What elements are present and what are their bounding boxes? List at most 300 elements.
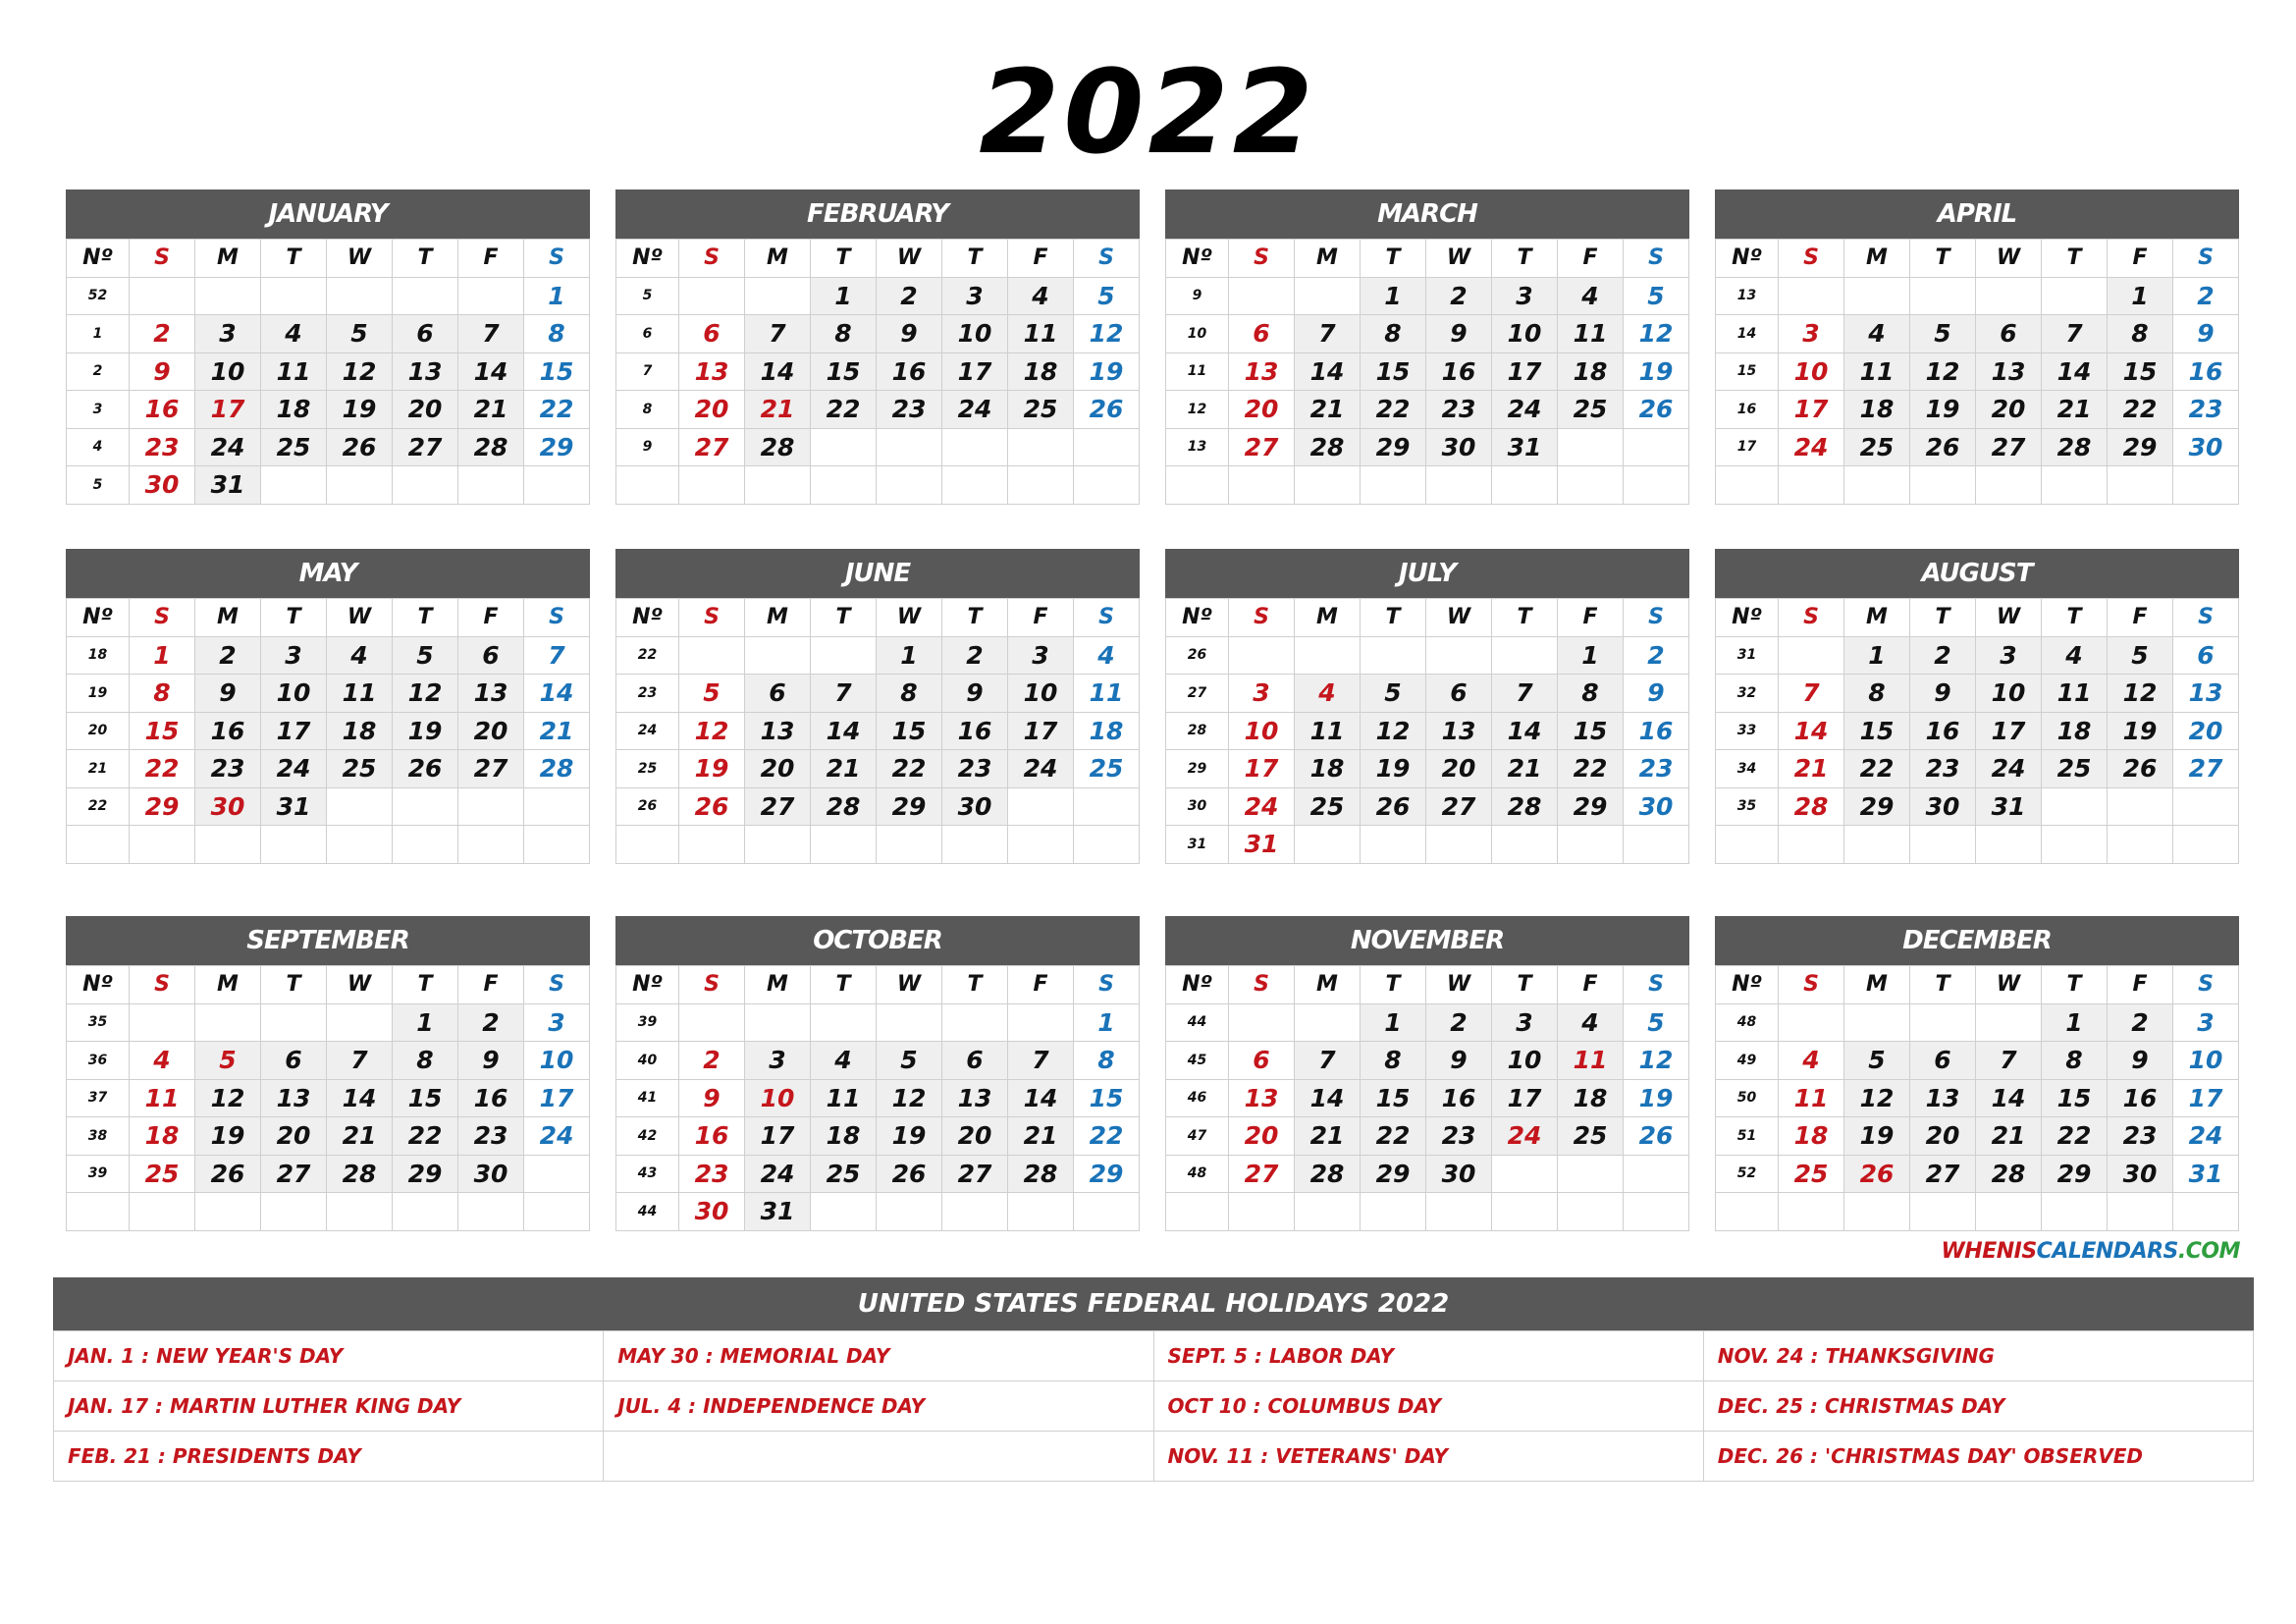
day-cell[interactable]: 28 (1976, 1155, 2042, 1193)
day-cell[interactable]: 16 (877, 352, 942, 391)
day-cell[interactable]: 14 (745, 352, 811, 391)
day-cell[interactable]: 26 (679, 787, 745, 826)
day-cell[interactable]: 5 (2108, 636, 2173, 675)
day-cell[interactable]: 23 (2173, 391, 2239, 429)
day-cell[interactable]: 9 (1910, 675, 1976, 713)
day-cell[interactable]: 20 (1426, 750, 1492, 788)
day-cell[interactable]: 15 (130, 712, 195, 750)
day-cell[interactable]: 21 (1295, 391, 1361, 429)
day-cell[interactable]: 7 (1008, 1042, 1074, 1080)
day-cell[interactable]: 28 (745, 428, 811, 466)
day-cell[interactable]: 7 (524, 636, 590, 675)
day-cell[interactable]: 27 (458, 750, 524, 788)
day-cell[interactable]: 17 (524, 1079, 590, 1117)
day-cell[interactable]: 2 (1426, 277, 1492, 315)
day-cell[interactable]: 4 (261, 315, 327, 353)
day-cell[interactable]: 29 (1074, 1155, 1140, 1193)
day-cell[interactable]: 23 (942, 750, 1008, 788)
day-cell[interactable]: 15 (1361, 352, 1426, 391)
day-cell[interactable]: 27 (1976, 428, 2042, 466)
day-cell[interactable]: 23 (195, 750, 261, 788)
day-cell[interactable]: 13 (942, 1079, 1008, 1117)
day-cell[interactable]: 14 (458, 352, 524, 391)
day-cell[interactable]: 18 (2042, 712, 2108, 750)
day-cell[interactable]: 29 (1361, 428, 1426, 466)
day-cell[interactable]: 22 (2108, 391, 2173, 429)
day-cell[interactable]: 14 (327, 1079, 393, 1117)
day-cell[interactable]: 10 (1492, 315, 1558, 353)
day-cell[interactable]: 14 (1492, 712, 1558, 750)
day-cell[interactable]: 21 (1976, 1117, 2042, 1156)
day-cell[interactable]: 31 (261, 787, 327, 826)
day-cell[interactable]: 14 (1976, 1079, 2042, 1117)
day-cell[interactable]: 20 (1910, 1117, 1976, 1156)
day-cell[interactable]: 26 (1624, 391, 1689, 429)
day-cell[interactable]: 19 (393, 712, 458, 750)
day-cell[interactable]: 3 (942, 277, 1008, 315)
day-cell[interactable]: 26 (877, 1155, 942, 1193)
day-cell[interactable]: 20 (1229, 391, 1295, 429)
day-cell[interactable]: 11 (261, 352, 327, 391)
day-cell[interactable]: 1 (130, 636, 195, 675)
day-cell[interactable]: 28 (458, 428, 524, 466)
day-cell[interactable]: 24 (2173, 1117, 2239, 1156)
day-cell[interactable]: 30 (1910, 787, 1976, 826)
day-cell[interactable]: 22 (2042, 1117, 2108, 1156)
day-cell[interactable]: 25 (1008, 391, 1074, 429)
day-cell[interactable]: 20 (261, 1117, 327, 1156)
day-cell[interactable]: 21 (1295, 1117, 1361, 1156)
day-cell[interactable]: 11 (1844, 352, 1910, 391)
day-cell[interactable]: 29 (524, 428, 590, 466)
day-cell[interactable]: 29 (877, 787, 942, 826)
day-cell[interactable]: 25 (1558, 1117, 1624, 1156)
day-cell[interactable]: 26 (1361, 787, 1426, 826)
day-cell[interactable]: 5 (1844, 1042, 1910, 1080)
day-cell[interactable]: 11 (1074, 675, 1140, 713)
day-cell[interactable]: 25 (1844, 428, 1910, 466)
day-cell[interactable]: 16 (679, 1117, 745, 1156)
day-cell[interactable]: 29 (1361, 1155, 1426, 1193)
day-cell[interactable]: 12 (1361, 712, 1426, 750)
day-cell[interactable]: 7 (1976, 1042, 2042, 1080)
day-cell[interactable]: 17 (1229, 750, 1295, 788)
day-cell[interactable]: 22 (1844, 750, 1910, 788)
day-cell[interactable]: 30 (2173, 428, 2239, 466)
day-cell[interactable]: 30 (2108, 1155, 2173, 1193)
day-cell[interactable]: 26 (393, 750, 458, 788)
day-cell[interactable]: 14 (1779, 712, 1844, 750)
day-cell[interactable]: 25 (1295, 787, 1361, 826)
day-cell[interactable]: 11 (811, 1079, 877, 1117)
day-cell[interactable]: 28 (1295, 428, 1361, 466)
day-cell[interactable]: 5 (1074, 277, 1140, 315)
day-cell[interactable]: 25 (1558, 391, 1624, 429)
day-cell[interactable]: 24 (1492, 1117, 1558, 1156)
day-cell[interactable]: 5 (1910, 315, 1976, 353)
day-cell[interactable]: 7 (811, 675, 877, 713)
day-cell[interactable]: 28 (327, 1155, 393, 1193)
day-cell[interactable]: 4 (1074, 636, 1140, 675)
day-cell[interactable]: 12 (393, 675, 458, 713)
day-cell[interactable]: 27 (393, 428, 458, 466)
day-cell[interactable]: 4 (327, 636, 393, 675)
day-cell[interactable]: 10 (261, 675, 327, 713)
day-cell[interactable]: 11 (2042, 675, 2108, 713)
day-cell[interactable]: 1 (2108, 277, 2173, 315)
day-cell[interactable]: 19 (1361, 750, 1426, 788)
day-cell[interactable]: 25 (2042, 750, 2108, 788)
day-cell[interactable]: 6 (458, 636, 524, 675)
day-cell[interactable]: 1 (524, 277, 590, 315)
day-cell[interactable]: 4 (1779, 1042, 1844, 1080)
day-cell[interactable]: 24 (1008, 750, 1074, 788)
day-cell[interactable]: 14 (1295, 1079, 1361, 1117)
day-cell[interactable]: 24 (1779, 428, 1844, 466)
day-cell[interactable]: 20 (458, 712, 524, 750)
day-cell[interactable]: 27 (745, 787, 811, 826)
day-cell[interactable]: 16 (1426, 352, 1492, 391)
day-cell[interactable]: 24 (261, 750, 327, 788)
day-cell[interactable]: 20 (942, 1117, 1008, 1156)
day-cell[interactable]: 11 (327, 675, 393, 713)
day-cell[interactable]: 8 (1361, 1042, 1426, 1080)
day-cell[interactable]: 9 (130, 352, 195, 391)
day-cell[interactable]: 9 (1426, 315, 1492, 353)
day-cell[interactable]: 15 (1558, 712, 1624, 750)
day-cell[interactable]: 20 (679, 391, 745, 429)
day-cell[interactable]: 23 (1426, 1117, 1492, 1156)
day-cell[interactable]: 5 (393, 636, 458, 675)
day-cell[interactable]: 22 (1361, 391, 1426, 429)
day-cell[interactable]: 2 (877, 277, 942, 315)
day-cell[interactable]: 26 (327, 428, 393, 466)
day-cell[interactable]: 12 (1624, 315, 1689, 353)
day-cell[interactable]: 21 (458, 391, 524, 429)
day-cell[interactable]: 13 (1229, 1079, 1295, 1117)
day-cell[interactable]: 21 (745, 391, 811, 429)
day-cell[interactable]: 7 (327, 1042, 393, 1080)
day-cell[interactable]: 14 (1008, 1079, 1074, 1117)
day-cell[interactable]: 25 (1074, 750, 1140, 788)
day-cell[interactable]: 17 (1492, 352, 1558, 391)
day-cell[interactable]: 2 (195, 636, 261, 675)
day-cell[interactable]: 21 (1492, 750, 1558, 788)
day-cell[interactable]: 16 (130, 391, 195, 429)
day-cell[interactable]: 16 (1910, 712, 1976, 750)
day-cell[interactable]: 5 (1361, 675, 1426, 713)
day-cell[interactable]: 10 (1229, 712, 1295, 750)
day-cell[interactable]: 16 (458, 1079, 524, 1117)
day-cell[interactable]: 18 (261, 391, 327, 429)
day-cell[interactable]: 27 (1910, 1155, 1976, 1193)
day-cell[interactable]: 31 (2173, 1155, 2239, 1193)
day-cell[interactable]: 2 (1624, 636, 1689, 675)
day-cell[interactable]: 17 (1008, 712, 1074, 750)
brand-logo[interactable] (1942, 1239, 2240, 1264)
day-cell[interactable]: 31 (745, 1193, 811, 1231)
day-cell[interactable]: 27 (1426, 787, 1492, 826)
day-cell[interactable]: 10 (942, 315, 1008, 353)
day-cell[interactable]: 6 (1426, 675, 1492, 713)
day-cell[interactable]: 16 (1624, 712, 1689, 750)
day-cell[interactable]: 3 (195, 315, 261, 353)
day-cell[interactable]: 28 (1008, 1155, 1074, 1193)
day-cell[interactable]: 23 (1426, 391, 1492, 429)
day-cell[interactable]: 19 (877, 1117, 942, 1156)
day-cell[interactable]: 23 (877, 391, 942, 429)
day-cell[interactable]: 4 (1844, 315, 1910, 353)
day-cell[interactable]: 10 (745, 1079, 811, 1117)
day-cell[interactable]: 24 (524, 1117, 590, 1156)
day-cell[interactable]: 9 (877, 315, 942, 353)
day-cell[interactable]: 9 (1426, 1042, 1492, 1080)
day-cell[interactable]: 13 (1426, 712, 1492, 750)
day-cell[interactable]: 12 (679, 712, 745, 750)
day-cell[interactable]: 27 (261, 1155, 327, 1193)
day-cell[interactable]: 9 (1624, 675, 1689, 713)
day-cell[interactable]: 31 (1229, 826, 1295, 864)
day-cell[interactable]: 1 (811, 277, 877, 315)
day-cell[interactable]: 24 (942, 391, 1008, 429)
day-cell[interactable]: 17 (942, 352, 1008, 391)
day-cell[interactable]: 10 (1008, 675, 1074, 713)
day-cell[interactable]: 21 (811, 750, 877, 788)
day-cell[interactable]: 26 (1074, 391, 1140, 429)
day-cell[interactable]: 18 (1558, 352, 1624, 391)
day-cell[interactable]: 6 (679, 315, 745, 353)
day-cell[interactable]: 18 (1558, 1079, 1624, 1117)
day-cell[interactable]: 30 (1426, 428, 1492, 466)
day-cell[interactable]: 10 (1976, 675, 2042, 713)
day-cell[interactable]: 8 (1074, 1042, 1140, 1080)
day-cell[interactable]: 30 (458, 1155, 524, 1193)
day-cell[interactable]: 29 (2042, 1155, 2108, 1193)
day-cell[interactable]: 3 (1492, 1003, 1558, 1042)
day-cell[interactable]: 15 (877, 712, 942, 750)
day-cell[interactable]: 12 (1624, 1042, 1689, 1080)
day-cell[interactable]: 15 (811, 352, 877, 391)
day-cell[interactable]: 22 (524, 391, 590, 429)
day-cell[interactable]: 12 (195, 1079, 261, 1117)
day-cell[interactable]: 8 (2108, 315, 2173, 353)
day-cell[interactable]: 5 (679, 675, 745, 713)
day-cell[interactable]: 8 (1844, 675, 1910, 713)
day-cell[interactable]: 4 (811, 1042, 877, 1080)
day-cell[interactable]: 1 (1558, 636, 1624, 675)
day-cell[interactable]: 11 (1008, 315, 1074, 353)
day-cell[interactable]: 1 (1074, 1003, 1140, 1042)
day-cell[interactable]: 25 (811, 1155, 877, 1193)
day-cell[interactable]: 29 (1844, 787, 1910, 826)
day-cell[interactable]: 22 (811, 391, 877, 429)
day-cell[interactable]: 23 (1624, 750, 1689, 788)
day-cell[interactable]: 1 (1361, 277, 1426, 315)
day-cell[interactable]: 7 (1492, 675, 1558, 713)
day-cell[interactable]: 3 (261, 636, 327, 675)
day-cell[interactable]: 7 (1295, 315, 1361, 353)
day-cell[interactable]: 12 (877, 1079, 942, 1117)
day-cell[interactable]: 18 (1779, 1117, 1844, 1156)
day-cell[interactable]: 14 (1295, 352, 1361, 391)
day-cell[interactable]: 25 (130, 1155, 195, 1193)
day-cell[interactable]: 3 (745, 1042, 811, 1080)
day-cell[interactable]: 15 (393, 1079, 458, 1117)
day-cell[interactable]: 8 (130, 675, 195, 713)
day-cell[interactable]: 19 (1910, 391, 1976, 429)
day-cell[interactable]: 30 (942, 787, 1008, 826)
day-cell[interactable]: 30 (1426, 1155, 1492, 1193)
day-cell[interactable]: 27 (679, 428, 745, 466)
day-cell[interactable]: 12 (2108, 675, 2173, 713)
day-cell[interactable]: 27 (942, 1155, 1008, 1193)
day-cell[interactable]: 17 (1492, 1079, 1558, 1117)
day-cell[interactable]: 10 (2173, 1042, 2239, 1080)
day-cell[interactable]: 5 (1624, 1003, 1689, 1042)
day-cell[interactable]: 11 (1779, 1079, 1844, 1117)
day-cell[interactable]: 19 (1074, 352, 1140, 391)
day-cell[interactable]: 1 (1361, 1003, 1426, 1042)
day-cell[interactable]: 16 (942, 712, 1008, 750)
day-cell[interactable]: 2 (942, 636, 1008, 675)
day-cell[interactable]: 20 (2173, 712, 2239, 750)
day-cell[interactable]: 16 (1426, 1079, 1492, 1117)
day-cell[interactable]: 5 (327, 315, 393, 353)
day-cell[interactable]: 14 (811, 712, 877, 750)
day-cell[interactable]: 17 (195, 391, 261, 429)
day-cell[interactable]: 24 (195, 428, 261, 466)
day-cell[interactable]: 29 (1558, 787, 1624, 826)
day-cell[interactable]: 26 (1624, 1117, 1689, 1156)
day-cell[interactable]: 3 (1492, 277, 1558, 315)
day-cell[interactable]: 23 (679, 1155, 745, 1193)
day-cell[interactable]: 28 (524, 750, 590, 788)
day-cell[interactable]: 6 (393, 315, 458, 353)
day-cell[interactable]: 20 (1229, 1117, 1295, 1156)
day-cell[interactable]: 6 (1229, 1042, 1295, 1080)
day-cell[interactable]: 3 (1229, 675, 1295, 713)
day-cell[interactable]: 25 (261, 428, 327, 466)
day-cell[interactable]: 6 (1229, 315, 1295, 353)
day-cell[interactable]: 9 (458, 1042, 524, 1080)
day-cell[interactable]: 22 (1558, 750, 1624, 788)
day-cell[interactable]: 12 (1074, 315, 1140, 353)
day-cell[interactable]: 24 (1492, 391, 1558, 429)
day-cell[interactable]: 28 (1779, 787, 1844, 826)
day-cell[interactable]: 18 (1295, 750, 1361, 788)
day-cell[interactable]: 25 (327, 750, 393, 788)
day-cell[interactable]: 24 (745, 1155, 811, 1193)
day-cell[interactable]: 28 (2042, 428, 2108, 466)
day-cell[interactable]: 12 (1910, 352, 1976, 391)
day-cell[interactable]: 12 (327, 352, 393, 391)
day-cell[interactable]: 22 (1361, 1117, 1426, 1156)
day-cell[interactable]: 23 (458, 1117, 524, 1156)
day-cell[interactable]: 8 (524, 315, 590, 353)
day-cell[interactable]: 17 (745, 1117, 811, 1156)
day-cell[interactable]: 8 (877, 675, 942, 713)
day-cell[interactable]: 15 (2108, 352, 2173, 391)
day-cell[interactable]: 29 (130, 787, 195, 826)
day-cell[interactable]: 11 (1558, 315, 1624, 353)
day-cell[interactable]: 30 (195, 787, 261, 826)
day-cell[interactable]: 2 (1910, 636, 1976, 675)
day-cell[interactable]: 10 (195, 352, 261, 391)
day-cell[interactable]: 11 (1295, 712, 1361, 750)
day-cell[interactable]: 13 (679, 352, 745, 391)
day-cell[interactable]: 1 (1844, 636, 1910, 675)
day-cell[interactable]: 18 (1008, 352, 1074, 391)
day-cell[interactable]: 31 (1492, 428, 1558, 466)
day-cell[interactable]: 19 (327, 391, 393, 429)
day-cell[interactable]: 15 (1844, 712, 1910, 750)
day-cell[interactable]: 9 (942, 675, 1008, 713)
day-cell[interactable]: 19 (1624, 352, 1689, 391)
day-cell[interactable]: 13 (2173, 675, 2239, 713)
day-cell[interactable]: 20 (745, 750, 811, 788)
day-cell[interactable]: 31 (195, 466, 261, 505)
day-cell[interactable]: 18 (327, 712, 393, 750)
day-cell[interactable]: 12 (1844, 1079, 1910, 1117)
day-cell[interactable]: 6 (1976, 315, 2042, 353)
day-cell[interactable]: 22 (877, 750, 942, 788)
day-cell[interactable]: 26 (1844, 1155, 1910, 1193)
day-cell[interactable]: 8 (2042, 1042, 2108, 1080)
day-cell[interactable]: 16 (2173, 352, 2239, 391)
day-cell[interactable]: 1 (393, 1003, 458, 1042)
day-cell[interactable]: 4 (1295, 675, 1361, 713)
day-cell[interactable]: 7 (745, 315, 811, 353)
day-cell[interactable]: 17 (261, 712, 327, 750)
day-cell[interactable]: 2 (1426, 1003, 1492, 1042)
day-cell[interactable]: 2 (130, 315, 195, 353)
day-cell[interactable]: 5 (877, 1042, 942, 1080)
day-cell[interactable]: 28 (811, 787, 877, 826)
day-cell[interactable]: 8 (1558, 675, 1624, 713)
day-cell[interactable]: 26 (195, 1155, 261, 1193)
day-cell[interactable]: 7 (1779, 675, 1844, 713)
day-cell[interactable]: 18 (1074, 712, 1140, 750)
day-cell[interactable]: 13 (1229, 352, 1295, 391)
day-cell[interactable]: 16 (2108, 1079, 2173, 1117)
day-cell[interactable]: 28 (1295, 1155, 1361, 1193)
day-cell[interactable]: 5 (195, 1042, 261, 1080)
day-cell[interactable]: 3 (1976, 636, 2042, 675)
day-cell[interactable]: 15 (2042, 1079, 2108, 1117)
day-cell[interactable]: 25 (1779, 1155, 1844, 1193)
day-cell[interactable]: 4 (2042, 636, 2108, 675)
day-cell[interactable]: 10 (524, 1042, 590, 1080)
day-cell[interactable]: 17 (1779, 391, 1844, 429)
day-cell[interactable]: 2 (458, 1003, 524, 1042)
day-cell[interactable]: 6 (1910, 1042, 1976, 1080)
day-cell[interactable]: 2 (679, 1042, 745, 1080)
day-cell[interactable]: 19 (1624, 1079, 1689, 1117)
day-cell[interactable]: 30 (130, 466, 195, 505)
day-cell[interactable]: 10 (1779, 352, 1844, 391)
day-cell[interactable]: 22 (130, 750, 195, 788)
day-cell[interactable]: 18 (130, 1117, 195, 1156)
day-cell[interactable]: 22 (1074, 1117, 1140, 1156)
day-cell[interactable]: 8 (811, 315, 877, 353)
day-cell[interactable]: 13 (458, 675, 524, 713)
day-cell[interactable]: 7 (2042, 315, 2108, 353)
day-cell[interactable]: 9 (2108, 1042, 2173, 1080)
day-cell[interactable]: 15 (524, 352, 590, 391)
day-cell[interactable]: 6 (745, 675, 811, 713)
day-cell[interactable]: 21 (524, 712, 590, 750)
day-cell[interactable]: 14 (2042, 352, 2108, 391)
